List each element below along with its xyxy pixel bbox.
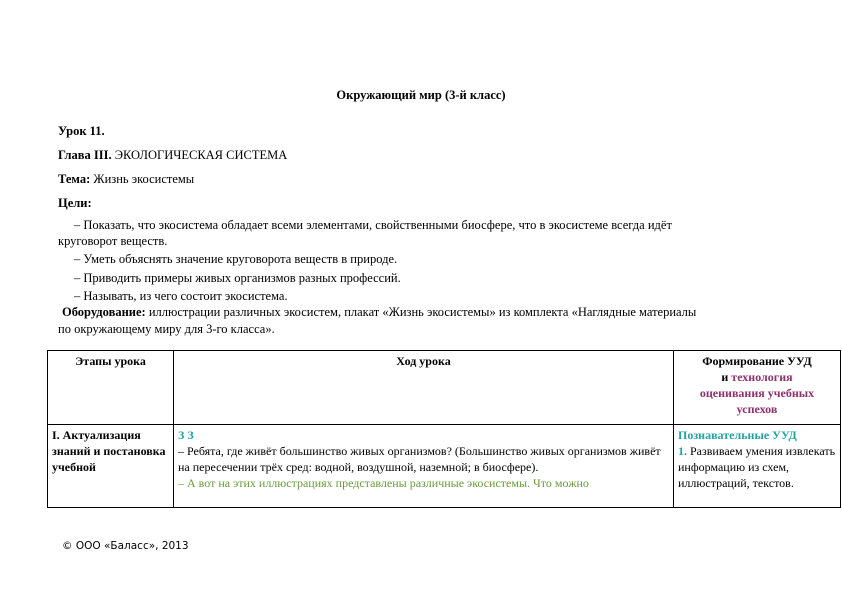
equipment-line <box>62 305 696 320</box>
goal-item: – Уметь объяснять значение круговорота веществ в природе. <box>74 252 398 266</box>
stage-text: I. Актуализация знаний и постановка учебной <box>52 428 166 474</box>
goal-item: – Приводить примеры живых организмов разных профессий. <box>74 271 401 285</box>
footer-copyright: © ООО «Баласс», 2013 <box>62 540 189 552</box>
chapter-label: Глава III. <box>58 148 112 162</box>
header-course: Ход урока <box>174 351 674 425</box>
header-technology: технология <box>731 370 793 384</box>
header-uud-line2: и <box>721 370 732 384</box>
header-uud-line3: оценивания учебных <box>699 386 815 400</box>
uud-cell <box>674 425 841 508</box>
course-text: – Ребята, где живёт большинство живых организмов? (Большинство живых организмов живёт на пересечении трёх сред: водной, воздушной, наземной; в биосфере). <box>178 444 661 474</box>
slide-marker: З З <box>178 428 194 442</box>
equipment-value: иллюстрации различных экосистем, плакат «Жизнь экосистемы» из комплекта «Наглядные материалы <box>145 305 697 319</box>
table-row <box>48 425 841 508</box>
lesson-table <box>47 350 841 508</box>
topic-line <box>58 172 194 187</box>
topic-label: Тема: <box>58 172 91 186</box>
chapter-line <box>58 148 287 163</box>
header-uud-line1: Формирование <box>702 354 788 368</box>
course-cell <box>174 425 674 508</box>
header-uud-term: УУД <box>787 354 812 368</box>
chapter-value: ЭКОЛОГИЧЕСКАЯ СИСТЕМА <box>111 148 288 162</box>
table-header-row <box>48 351 841 425</box>
uud-title: Познавательные УУД <box>678 428 797 442</box>
course-content <box>178 427 669 505</box>
uud-content <box>678 427 836 505</box>
header-uud-line4: успехов <box>736 402 778 416</box>
equipment-label: Оборудование: <box>62 305 146 319</box>
course-text-green: – А вот на этих иллюстрациях представлены различные экосистемы. Что можно <box>178 476 589 490</box>
lesson-number: Урок 11. <box>58 124 105 138</box>
uud-text: Развиваем умения извлекать информацию из схем, иллюстраций, текстов. <box>678 444 836 490</box>
header-stages: Этапы урока <box>48 351 174 425</box>
goal-item: – Показать, что экосистема обладает всеми элементами, свойственными биосфере, что в экосистеме всегда идёт <box>74 218 672 232</box>
header-uud <box>674 351 841 425</box>
equipment-value-cont: по окружающему миру для 3-го класса». <box>58 322 275 336</box>
goals-label: Цели: <box>58 196 92 210</box>
topic-value: Жизнь экосистемы <box>90 172 195 186</box>
uud-number: 1. <box>678 444 687 458</box>
goal-item: круговорот веществ. <box>58 234 168 248</box>
stage-cell <box>48 425 174 508</box>
page-title: Окружающий мир (3-й класс) <box>336 88 506 102</box>
goal-item: – Называть, из чего состоит экосистема. <box>74 289 288 303</box>
